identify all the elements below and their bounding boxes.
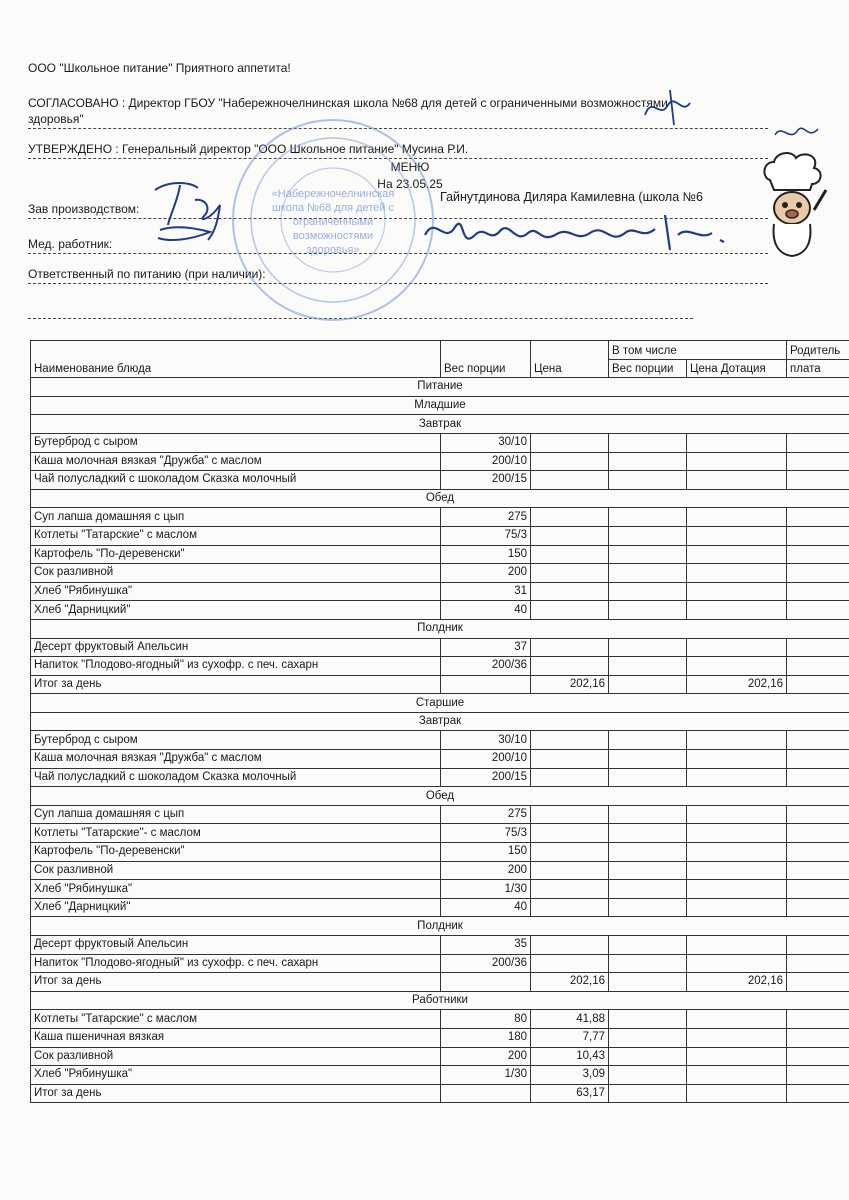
sub-weight xyxy=(609,452,687,471)
portion-weight: 80 xyxy=(441,1010,531,1029)
sub-weight xyxy=(609,638,687,657)
parent-fee xyxy=(787,1084,849,1103)
subsidy-price xyxy=(687,564,787,583)
sub-weight xyxy=(609,564,687,583)
table-row xyxy=(31,601,849,620)
parent-fee xyxy=(787,1028,849,1047)
portion-weight: 275 xyxy=(441,508,531,527)
production-label: Зав производством: xyxy=(28,202,140,216)
subsidy-price xyxy=(687,526,787,545)
col-header-price: Цена xyxy=(531,341,609,378)
parent-fee xyxy=(787,861,849,880)
total-row xyxy=(31,973,849,992)
dish-name: Картофель "По-деревенски" xyxy=(31,545,441,564)
portion-weight: 200/10 xyxy=(441,452,531,471)
portion-weight: 1/30 xyxy=(441,880,531,899)
table-row xyxy=(31,1047,849,1066)
subsidy-price xyxy=(687,954,787,973)
dish-name: Каша молочная вязкая "Дружба" с маслом xyxy=(31,750,441,769)
col-header-parent-2: плата xyxy=(787,359,849,378)
approved-line: УТВЕРЖДЕНО : Генеральный директор "ООО Школьное питание" Мусина Р.И. xyxy=(28,142,469,156)
section-row xyxy=(31,694,849,713)
table-row xyxy=(31,1066,849,1085)
portion-weight: 37 xyxy=(441,638,531,657)
section-title: Старшие xyxy=(31,694,849,713)
chef-icon xyxy=(752,150,832,260)
total-row xyxy=(31,675,849,694)
subsidy-price xyxy=(687,638,787,657)
table-row xyxy=(31,471,849,490)
subsidy-price xyxy=(687,433,787,452)
sub-weight xyxy=(609,582,687,601)
parent-fee xyxy=(787,936,849,955)
agreed-line: СОГЛАСОВАНО : Директор ГБОУ "Набережночелнинская школа №68 для детей с ограниченными возможностями xyxy=(28,96,668,110)
price: 202,16 xyxy=(531,973,609,992)
section-title: Работники xyxy=(31,991,849,1010)
subsidy-price xyxy=(687,843,787,862)
portion-weight: 200/36 xyxy=(441,657,531,676)
portion-weight xyxy=(441,973,531,992)
sub-weight xyxy=(609,805,687,824)
portion-weight: 30/10 xyxy=(441,433,531,452)
dish-name: Десерт фруктовый Апельсин xyxy=(31,936,441,955)
portion-weight xyxy=(441,1084,531,1103)
sub-weight xyxy=(609,1010,687,1029)
section-title: Обед xyxy=(31,489,849,508)
stamp-line-2: школа №68 для детей с xyxy=(271,202,395,214)
sub-weight xyxy=(609,880,687,899)
portion-weight: 31 xyxy=(441,582,531,601)
table-row xyxy=(31,433,849,452)
subsidy-price xyxy=(687,1084,787,1103)
subsidy-price xyxy=(687,824,787,843)
subsidy-price xyxy=(687,601,787,620)
sub-weight xyxy=(609,508,687,527)
dish-name: Хлеб "Рябинушка" xyxy=(31,582,441,601)
subsidy-price xyxy=(687,1047,787,1066)
dish-name: Сок разливной xyxy=(31,564,441,583)
dish-name: Картофель "По-деревенски" xyxy=(31,843,441,862)
signature-director xyxy=(640,85,700,130)
subsidy-price xyxy=(687,452,787,471)
portion-weight: 200/36 xyxy=(441,954,531,973)
price xyxy=(531,452,609,471)
portion-weight xyxy=(441,675,531,694)
section-title: Питание xyxy=(31,378,849,397)
section-row xyxy=(31,378,849,397)
dish-name: Каша молочная вязкая "Дружба" с маслом xyxy=(31,452,441,471)
parent-fee xyxy=(787,1047,849,1066)
dish-name: Бутерброд с сыром xyxy=(31,433,441,452)
section-row xyxy=(31,415,849,434)
table-row xyxy=(31,954,849,973)
table-row xyxy=(31,657,849,676)
subsidy-price xyxy=(687,508,787,527)
dish-name: Сок разливной xyxy=(31,861,441,880)
col-header-parent: Родитель xyxy=(787,341,849,360)
dish-name: Десерт фруктовый Апельсин xyxy=(31,638,441,657)
dish-name: Хлеб "Рябинушка" xyxy=(31,1066,441,1085)
section-title: Завтрак xyxy=(31,712,849,731)
sub-weight xyxy=(609,973,687,992)
price xyxy=(531,805,609,824)
subsidy-price xyxy=(687,582,787,601)
stamp-line-3: ограниченными xyxy=(292,216,374,228)
table-row xyxy=(31,526,849,545)
total-label: Итог за день xyxy=(31,675,441,694)
sub-weight xyxy=(609,1084,687,1103)
price: 41,88 xyxy=(531,1010,609,1029)
signature-production xyxy=(140,170,250,255)
price xyxy=(531,936,609,955)
subsidy-price xyxy=(687,1010,787,1029)
dish-name: Напиток "Плодово-ягодный" из сухофр. с печ. сахарн xyxy=(31,657,441,676)
portion-weight: 200 xyxy=(441,564,531,583)
subsidy-price xyxy=(687,768,787,787)
portion-weight: 150 xyxy=(441,545,531,564)
dish-name: Суп лапша домашняя с цып xyxy=(31,805,441,824)
table-row xyxy=(31,545,849,564)
sub-weight xyxy=(609,861,687,880)
dish-name: Хлеб "Дарницкий" xyxy=(31,898,441,917)
signature-approved xyxy=(770,115,830,150)
price xyxy=(531,861,609,880)
medic-label: Мед. работник: xyxy=(28,237,113,251)
total-label: Итог за день xyxy=(31,973,441,992)
section-row xyxy=(31,787,849,806)
section-title: Обед xyxy=(31,787,849,806)
sub-weight xyxy=(609,433,687,452)
section-title: Полдник xyxy=(31,917,849,936)
stamp-line-4: возможностями xyxy=(292,230,374,242)
table-row xyxy=(31,731,849,750)
subsidy-price xyxy=(687,936,787,955)
portion-weight: 200/15 xyxy=(441,471,531,490)
parent-fee xyxy=(787,880,849,899)
price xyxy=(531,564,609,583)
sub-weight xyxy=(609,824,687,843)
price xyxy=(531,471,609,490)
price: 63,17 xyxy=(531,1084,609,1103)
portion-weight: 200/10 xyxy=(441,750,531,769)
col-header-sub-weight: Вес порции xyxy=(609,359,687,378)
sub-weight xyxy=(609,471,687,490)
sub-weight xyxy=(609,1028,687,1047)
parent-fee xyxy=(787,768,849,787)
price xyxy=(531,750,609,769)
sub-weight xyxy=(609,657,687,676)
price xyxy=(531,526,609,545)
dish-name: Сок разливной xyxy=(31,1047,441,1066)
table-row xyxy=(31,880,849,899)
portion-weight: 200 xyxy=(441,1047,531,1066)
price xyxy=(531,545,609,564)
sub-weight xyxy=(609,545,687,564)
price: 202,16 xyxy=(531,675,609,694)
stamp-line-1: «Набережночелнинская xyxy=(271,188,395,200)
parent-fee xyxy=(787,731,849,750)
portion-weight: 75/3 xyxy=(441,824,531,843)
subsidy-price xyxy=(687,731,787,750)
parent-fee xyxy=(787,433,849,452)
parent-fee xyxy=(787,1066,849,1085)
agreed-line-2: здоровья" xyxy=(28,112,84,126)
section-row xyxy=(31,619,849,638)
total-row xyxy=(31,1084,849,1103)
parent-fee xyxy=(787,601,849,620)
subsidy-price xyxy=(687,750,787,769)
dish-name: Чай полусладкий с шоколадом Сказка молочный xyxy=(31,768,441,787)
responsible-label: Ответственный по питанию (при наличии): xyxy=(28,267,266,281)
section-title: Полдник xyxy=(31,619,849,638)
col-header-sub-price: Цена Дотация xyxy=(687,359,787,378)
sub-weight xyxy=(609,601,687,620)
price: 10,43 xyxy=(531,1047,609,1066)
parent-fee xyxy=(787,638,849,657)
parent-fee xyxy=(787,452,849,471)
price xyxy=(531,508,609,527)
table-row xyxy=(31,582,849,601)
company-stamp xyxy=(228,115,438,325)
parent-fee xyxy=(787,564,849,583)
col-header-weight: Вес порции xyxy=(441,341,531,378)
portion-weight: 35 xyxy=(441,936,531,955)
table-row xyxy=(31,936,849,955)
dish-name: Каша пшеничная вязкая xyxy=(31,1028,441,1047)
sub-weight xyxy=(609,1066,687,1085)
col-header-including: В том числе xyxy=(609,341,787,360)
subsidy-price xyxy=(687,880,787,899)
subsidy-price xyxy=(687,861,787,880)
price xyxy=(531,582,609,601)
table-row xyxy=(31,824,849,843)
table-row xyxy=(31,861,849,880)
parent-fee xyxy=(787,750,849,769)
table-row xyxy=(31,768,849,787)
section-row xyxy=(31,489,849,508)
portion-weight: 180 xyxy=(441,1028,531,1047)
sub-weight xyxy=(609,768,687,787)
section-row xyxy=(31,712,849,731)
table-row xyxy=(31,564,849,583)
table-row xyxy=(31,508,849,527)
portion-weight: 40 xyxy=(441,898,531,917)
dish-name: Напиток "Плодово-ягодный" из сухофр. с печ. сахарн xyxy=(31,954,441,973)
parent-fee xyxy=(787,954,849,973)
portion-weight: 275 xyxy=(441,805,531,824)
section-title: Младшие xyxy=(31,396,849,415)
parent-fee xyxy=(787,675,849,694)
sub-weight xyxy=(609,731,687,750)
table-row xyxy=(31,638,849,657)
production-name: Гайнутдинова Диляра Камилевна (школа №6 xyxy=(440,190,703,204)
dish-name: Котлеты "Татарские"- с маслом xyxy=(31,824,441,843)
subsidy-price xyxy=(687,1028,787,1047)
section-row xyxy=(31,991,849,1010)
parent-fee xyxy=(787,843,849,862)
parent-fee xyxy=(787,805,849,824)
parent-fee xyxy=(787,508,849,527)
subsidy-price xyxy=(687,471,787,490)
parent-fee xyxy=(787,898,849,917)
sub-weight xyxy=(609,750,687,769)
table-row xyxy=(31,805,849,824)
price xyxy=(531,657,609,676)
sub-weight xyxy=(609,675,687,694)
sub-weight xyxy=(609,843,687,862)
table-row xyxy=(31,452,849,471)
sub-weight xyxy=(609,954,687,973)
subsidy-price: 202,16 xyxy=(687,973,787,992)
portion-weight: 1/30 xyxy=(441,1066,531,1085)
parent-fee xyxy=(787,824,849,843)
col-header-name: Наименование блюда xyxy=(31,341,441,378)
dish-name: Суп лапша домашняя с цып xyxy=(31,508,441,527)
section-row xyxy=(31,917,849,936)
portion-weight: 200/15 xyxy=(441,768,531,787)
parent-fee xyxy=(787,526,849,545)
subsidy-price xyxy=(687,805,787,824)
portion-weight: 200 xyxy=(441,861,531,880)
subsidy-price xyxy=(687,545,787,564)
price xyxy=(531,731,609,750)
subsidy-price xyxy=(687,657,787,676)
section-title: Завтрак xyxy=(31,415,849,434)
subsidy-price xyxy=(687,898,787,917)
dish-name: Котлеты "Татарские" с маслом xyxy=(31,1010,441,1029)
price xyxy=(531,880,609,899)
table-row xyxy=(31,1010,849,1029)
sub-weight xyxy=(609,898,687,917)
price xyxy=(531,898,609,917)
price xyxy=(531,954,609,973)
table-row xyxy=(31,898,849,917)
portion-weight: 150 xyxy=(441,843,531,862)
portion-weight: 30/10 xyxy=(441,731,531,750)
total-label: Итог за день xyxy=(31,1084,441,1103)
price xyxy=(531,433,609,452)
parent-fee xyxy=(787,657,849,676)
dish-name: Хлеб "Рябинушка" xyxy=(31,880,441,899)
stamp-line-5: здоровья» xyxy=(306,244,360,256)
sub-weight xyxy=(609,936,687,955)
signature-medic xyxy=(420,205,730,260)
price xyxy=(531,601,609,620)
price: 7,77 xyxy=(531,1028,609,1047)
table-row xyxy=(31,1028,849,1047)
sub-weight xyxy=(609,1047,687,1066)
subsidy-price xyxy=(687,1066,787,1085)
price xyxy=(531,638,609,657)
portion-weight: 40 xyxy=(441,601,531,620)
dish-name: Бутерброд с сыром xyxy=(31,731,441,750)
dish-name: Хлеб "Дарницкий" xyxy=(31,601,441,620)
price xyxy=(531,843,609,862)
table-row xyxy=(31,843,849,862)
parent-fee xyxy=(787,582,849,601)
menu-title: МЕНЮ xyxy=(390,160,430,174)
price xyxy=(531,824,609,843)
sub-weight xyxy=(609,526,687,545)
dish-name: Чай полусладкий с шоколадом Сказка молочный xyxy=(31,471,441,490)
table-row xyxy=(31,750,849,769)
section-row xyxy=(31,396,849,415)
parent-fee xyxy=(787,471,849,490)
price xyxy=(531,768,609,787)
subsidy-price: 202,16 xyxy=(687,675,787,694)
portion-weight: 75/3 xyxy=(441,526,531,545)
company-line: ООО "Школьное питание" Приятного аппетита! xyxy=(28,61,291,75)
menu-table xyxy=(30,340,849,1103)
menu-date: На 23.05.25 xyxy=(377,177,443,191)
dish-name: Котлеты "Татарские" с маслом xyxy=(31,526,441,545)
parent-fee xyxy=(787,973,849,992)
parent-fee xyxy=(787,1010,849,1029)
price: 3,09 xyxy=(531,1066,609,1085)
parent-fee xyxy=(787,545,849,564)
